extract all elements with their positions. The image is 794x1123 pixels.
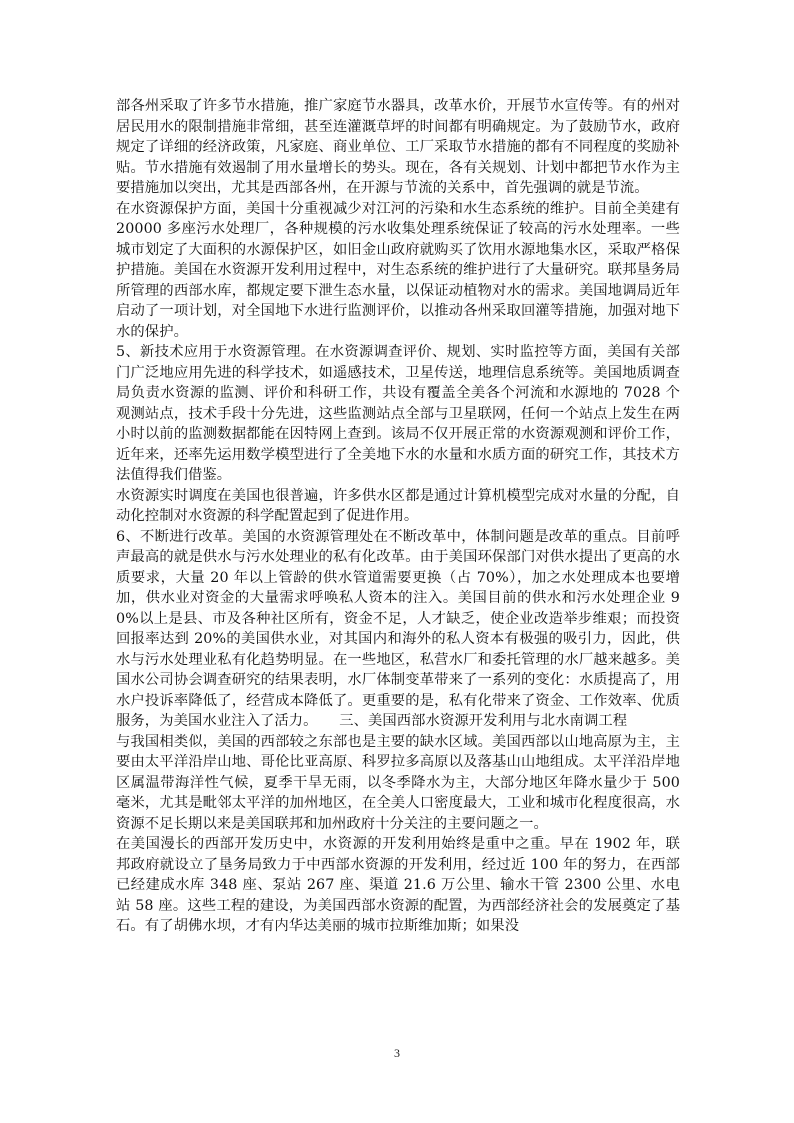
paragraph-realtime-dispatch: 水资源实时调度在美国也很普遍，许多供水区都是通过计算机模型完成对水量的分配，自动化控制对水资源的科学配置起到了促进作用。 bbox=[116, 487, 680, 524]
paragraph-western-development: 在美国漫长的西部开发历史中，水资源的开发利用始终是重中之重。早在 1902 年，联邦政府就设立了垦务局致力于中西部水资源的开发利用，经过近 100 年的努力，在西部已经建成水库 348 座、泵站 267 座、渠道 21.6 万公里、输水干管 2300 公里、水电站 58 座。这些工程的建设，为美国西部水资源的配置，为西部经济社会的发展奠定了基石。有了胡佛水坝，才有内华达美丽的城市拉斯维加斯；如果没 bbox=[116, 836, 680, 934]
paragraph-western-water: 与我国相类似，美国的西部较之东部也是主要的缺水区域。美国西部以山地高原为主，主要由太平洋沿岸山地、哥伦比亚高原、科罗拉多高原以及落基山山地组成。太平洋沿岸地区属温带海洋性气候，夏季干旱无雨，以冬季降水为主，大部分地区年降水量少于 500 毫米，尤其是毗邻太平洋的加州地区，在全美人口密度最大，工业和城市化程度很高，水资源不足长期以来是美国联邦和加州政府十分关注的主要问题之一。 bbox=[116, 733, 680, 832]
page-number: 3 bbox=[394, 1046, 400, 1060]
paragraph-reform: 6、不断进行改革。美国的水资源管理处在不断改革中，体制问题是改革的重点。目前呼声最高的就是供水与污水处理业的私有化改革。由于美国环保部门对供水提出了更高的水质要求，大量 20 年以上管龄的供水管道需要更换（占 70%），加之水处理成本也要增加，供水业对资金的大量需求呼唤私人资本的注入。美国目前的供水和污水处理企业 90%以上是县、市及各种社区所有，资金不足，人才缺乏，使企业改造举步维艰；而投资回报率达到 20%的美国供水业，对其国内和海外的私人资本有极强的吸引力，因此，供水与污水处理业私有化趋势明显。在一些地区，私营水厂和委托管理的水厂越来越多。美国水公司协会调查研究的结果表明，水厂体制变革带来了一系列的变化：水质提高了，用水户投诉率降低了，经营成本降低了。更重要的是，私有化带来了资金、工作效率、优质服务，为美国水业注入了活力。 三、美国西部水资源开发利用与北水南调工程 bbox=[116, 528, 680, 729]
paragraph-new-technology: 5、新技术应用于水资源管理。在水资源调查评价、规划、实时监控等方面，美国有关部门广泛地应用先进的科学技术，如遥感技术，卫星传送，地理信息系统等。美国地质调查局负责水资源的监测、评价和科研工作，共设有覆盖全美各个河流和水源地的 7028 个观测站点，技术手段十分先进，这些监测站点全部与卫星联网，任何一个站点上发生在两小时以前的监测数据都能在因特网上查到。该局不仅开展正常的水资源观测和评价工作，近年来，还率先运用数学模型进行了全美地下水的水量和水质方面的研究工作，其技术方法值得我们借鉴。 bbox=[116, 344, 680, 483]
paragraph-water-protection: 在水资源保护方面，美国十分重视减少对江河的污染和水生态系统的维护。目前全美建有 20000 多座污水处理厂，各种规模的污水收集处理系统保证了较高的污水处理率。一些城市划定了大面积的水源保护区，如旧金山政府就购买了饮用水源地集水区，采取严格保护措施。美国在水资源开发利用过程中，对生态系统的维护进行了大量研究。联邦垦务局所管理的西部水库，都规定要下泄生态水量，以保证动植物对水的需求。美国地调局近年启动了一项计划，对全国地下水进行监测评价，以推动各州采取回灌等措施，加强对地下水的保护。 bbox=[116, 200, 680, 340]
paragraph-water-saving: 部各州采取了许多节水措施，推广家庭节水器具，改革水价，开展节水宣传等。有的州对居民用水的限制措施非常细，甚至连灌溉草坪的时间都有明确规定。为了鼓励节水，政府规定了详细的经济政策，凡家庭、商业单位、工厂采取节水措施的都有不同程度的奖励补贴。节水措施有效遏制了用水量增长的势头。现在，各有关规划、计划中都把节水作为主要措施加以突出，尤其是西部各州，在开源与节流的关系中，首先强调的就是节流。 bbox=[116, 98, 680, 196]
document-body bbox=[116, 96, 680, 937]
